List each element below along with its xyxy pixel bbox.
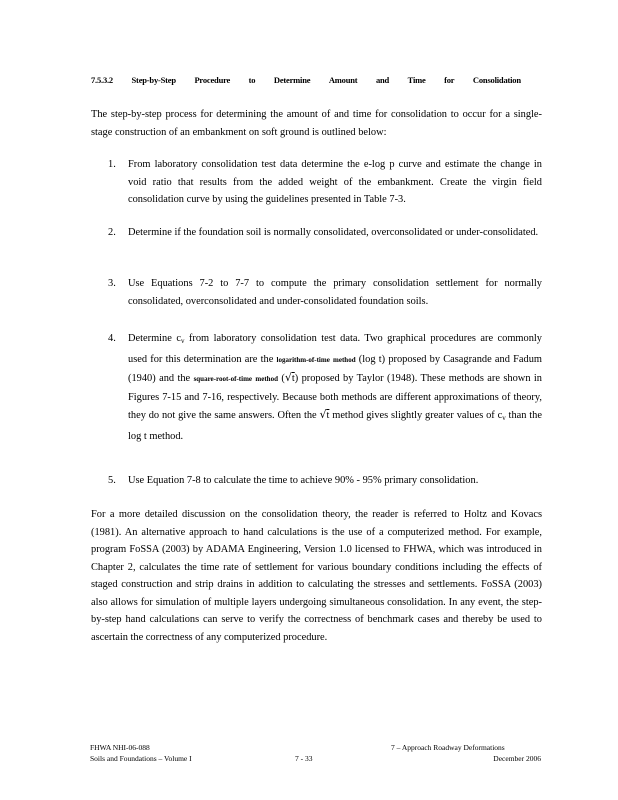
item-number: 5. [108,475,116,486]
heading-word: Determine [273,75,311,85]
item-number: 4. [108,333,116,344]
closing-paragraph: For a more detailed discussion on the consolidation theory, the reader is referred to Holtz and Kovacs (1981). An alternative approach to hand calculations is the use of a computerized method. For example, program FoSSA (2003) by ADAMA Engineering, Version 1.0 licensed to FHWA, which was introduced in Chapter 2, calculates the time rate of settlement for various boundary conditions including the effects of staged construction and strip drains in addition to calculating the stresses and settlements. FoSSA (2003) also allows for simulation of multiple layers undergoing simultaneous consolidation. In any event, the step-by-step hand calculations can serve to verify the correctness of benchmark cases and thereby be used to ascertain the correctness of any computerized procedure. [91,509,542,643]
item-text: Use Equation 7-8 to calculate the time to achieve 90% - 95% primary consolidation. [128,475,479,486]
footer-left [90,742,192,764]
item-text: From laboratory consolidation test data determine the e-log p curve and estimate the change in void ratio that results from the added weight of the embankment. Create the virgin field consolidation curve by using the guidelines presented in Table 7-3. [128,159,542,205]
footer-right [391,742,541,764]
bold-term: square-root-of-time [193,375,253,383]
heading-word: Amount [328,75,358,85]
intro-paragraph: The step-by-step process for determining the amount of and time for consolidation to occur for a single-stage construction of an embankment on soft ground is outlined below: [91,109,542,138]
heading-word: to [248,75,256,85]
item-number: 3. [108,278,116,289]
heading-word: Consolidation [472,75,521,85]
item-number: 2. [108,227,116,238]
list-item [108,156,542,209]
list-item [108,472,542,490]
footer-volume: Soils and Foundations – Volume I [90,754,192,763]
footer-report-id: FHWA NHI-06-088 [90,743,150,752]
item-text: Determine if the foundation soil is normally consolidated, overconsolidated or under-consolidated. [128,227,539,238]
heading-word: Time [407,75,426,85]
heading-word: for [444,75,455,85]
section-heading [91,75,521,85]
item-text: Determine $c_v$ from laboratory consolidation test data. Two graphical procedures are commonly used for this determination are the logarithm-of-time method (log t) proposed by Casagrande and Fadum (1940) and the square-root-of-time method (√t) proposed by Taylor (1948). These methods are shown in Figures 7-15 and 7-16, respectively. Because both methods are different approximations of theory, they do not give the same answers. Often the √t method gives slightly greater values of $c_v$ than the log t method. [128,333,542,442]
footer-page-number: 7 - 33 [295,754,313,763]
item-number: 1. [108,159,116,170]
heading-word: Procedure [194,75,231,85]
list-item [108,275,542,310]
list-item [108,224,542,242]
list-item [108,330,542,445]
heading-number: 7.5.3.2 [91,75,113,85]
heading-word: Step-by-Step [131,75,176,85]
item-text: Use Equations 7-2 to 7-7 to compute the primary consolidation settlement for normally consolidated, overconsolidated and under-consolidated foundation soils. [128,278,542,307]
footer-chapter: 7 – Approach Roadway Deformations [391,743,505,752]
bold-term: logarithm-of-time [276,355,330,364]
heading-word: and [375,75,390,85]
footer-date: December 2006 [493,754,541,763]
